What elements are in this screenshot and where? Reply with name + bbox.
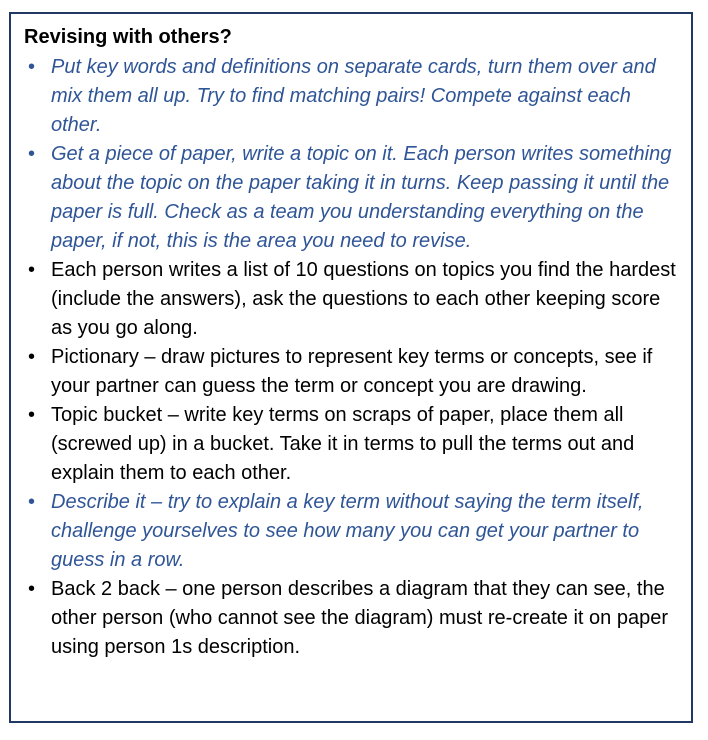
bullet-icon: • bbox=[28, 578, 36, 600]
tip-text: Each person writes a list of 10 questions on topics you find the hardest (include the answers), ask the questions to each other keeping score as you go along. bbox=[51, 259, 676, 339]
bullet-icon: • bbox=[28, 143, 36, 165]
tip-item-topic-paper bbox=[24, 140, 681, 256]
bullet-icon: • bbox=[28, 491, 36, 513]
tip-item-matching-pairs bbox=[24, 53, 681, 140]
tip-item-pictionary bbox=[24, 343, 681, 401]
box-title: Revising with others? bbox=[24, 26, 232, 48]
tip-text: Get a piece of paper, write a topic on it. Each person writes something about the topic on the paper taking it in turns. Keep passing it until the paper is full. Check as a team you understanding everything on the paper, if not, this is the area you need to revise. bbox=[51, 143, 672, 252]
tip-item-back-2-back bbox=[24, 575, 681, 662]
bullet-icon: • bbox=[28, 346, 36, 368]
tip-text: Describe it – try to explain a key term without saying the term itself, challenge yourselves to see how many you can get your partner to guess in a row. bbox=[51, 491, 644, 571]
tip-text: Topic bucket – write key terms on scraps of paper, place them all (screwed up) in a bucket. Take it in terms to pull the terms out and explain them to each other. bbox=[51, 404, 635, 484]
tip-text: Pictionary – draw pictures to represent key terms or concepts, see if your partner can guess the term or concept you are drawing. bbox=[51, 346, 653, 397]
bullet-icon: • bbox=[28, 259, 36, 281]
tip-item-describe-it bbox=[24, 488, 681, 575]
bullet-icon: • bbox=[28, 56, 36, 78]
tip-item-ten-questions bbox=[24, 256, 681, 343]
tips-list bbox=[24, 53, 681, 662]
bullet-icon: • bbox=[28, 404, 36, 426]
tip-text: Put key words and definitions on separate cards, turn them over and mix them all up. Try to find matching pairs! Compete against each other. bbox=[51, 56, 656, 136]
tip-text: Back 2 back – one person describes a diagram that they can see, the other person (who cannot see the diagram) must re-create it on paper using person 1s description. bbox=[51, 578, 668, 658]
revision-tips-box bbox=[9, 12, 693, 723]
tip-item-topic-bucket bbox=[24, 401, 681, 488]
